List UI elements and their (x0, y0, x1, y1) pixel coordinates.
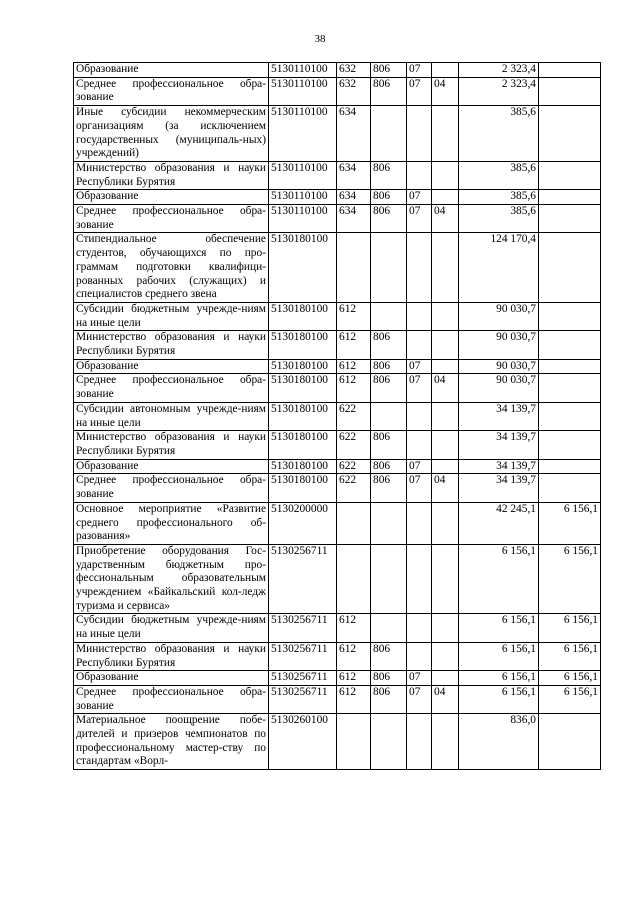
cell-amount-federal: 6 156,1 (539, 614, 601, 642)
table-row (74, 161, 601, 189)
cell-section (407, 544, 432, 614)
cell-amount-total: 6 156,1 (459, 685, 539, 713)
cell-section: 07 (407, 474, 432, 502)
cell-amount-total: 2 323,4 (459, 77, 539, 105)
cell-name: Образование (74, 190, 269, 205)
cell-name: Образование (74, 459, 269, 474)
cell-name: Материальное поощрение побе-дителей и призеров чемпионатов по профессиональному мастер-ству по стандартам «Ворл- (74, 714, 269, 770)
cell-amount-total: 34 139,7 (459, 474, 539, 502)
table-row (74, 614, 601, 642)
cell-name: Основное мероприятие «Развитие среднего профессионального об-разования» (74, 502, 269, 544)
cell-expense-type: 632 (337, 63, 371, 78)
cell-budget-manager: 806 (371, 161, 407, 189)
budget-table (73, 62, 601, 770)
cell-amount-federal (539, 374, 601, 402)
cell-subsection (432, 544, 459, 614)
cell-subsection (432, 714, 459, 770)
cell-budget-manager (371, 106, 407, 162)
cell-subsection (432, 642, 459, 670)
cell-amount-federal: 6 156,1 (539, 642, 601, 670)
cell-target-article: 5130180100 (269, 302, 337, 330)
table-row (74, 106, 601, 162)
cell-subsection: 04 (432, 77, 459, 105)
cell-budget-manager: 806 (371, 642, 407, 670)
cell-subsection (432, 331, 459, 359)
cell-section (407, 614, 432, 642)
cell-expense-type: 612 (337, 374, 371, 402)
cell-target-article: 5130180100 (269, 459, 337, 474)
cell-amount-total: 385,6 (459, 161, 539, 189)
cell-amount-total: 42 245,1 (459, 502, 539, 544)
cell-amount-total: 90 030,7 (459, 374, 539, 402)
cell-target-article: 5130110100 (269, 77, 337, 105)
cell-section (407, 233, 432, 303)
cell-target-article: 5130256711 (269, 544, 337, 614)
cell-section (407, 431, 432, 459)
cell-subsection (432, 459, 459, 474)
table-row (74, 359, 601, 374)
page-number: 38 (314, 33, 326, 45)
cell-name: Среднее профессиональное обра-зование (74, 374, 269, 402)
cell-target-article: 5130180100 (269, 233, 337, 303)
cell-target-article: 5130200000 (269, 502, 337, 544)
cell-budget-manager: 806 (371, 671, 407, 686)
cell-subsection (432, 233, 459, 303)
cell-name: Министерство образования и науки Республики Бурятия (74, 161, 269, 189)
cell-budget-manager: 806 (371, 459, 407, 474)
cell-amount-total: 2 323,4 (459, 63, 539, 78)
cell-budget-manager: 806 (371, 77, 407, 105)
cell-expense-type: 612 (337, 671, 371, 686)
cell-amount-federal (539, 714, 601, 770)
table-row (74, 714, 601, 770)
cell-name: Субсидии бюджетным учрежде-ниям на иные цели (74, 614, 269, 642)
cell-subsection (432, 302, 459, 330)
table-row (74, 63, 601, 78)
cell-expense-type: 632 (337, 77, 371, 105)
table-row (74, 671, 601, 686)
cell-expense-type: 622 (337, 431, 371, 459)
cell-amount-federal (539, 474, 601, 502)
cell-name: Среднее профессиональное обра-зование (74, 77, 269, 105)
cell-name: Образование (74, 671, 269, 686)
cell-amount-total: 6 156,1 (459, 642, 539, 670)
cell-name: Стипендиальное обеспечение студентов, обучающихся по про-граммам подготовки квалифици-рованных рабочих (служащих) и специалистов среднего звена (74, 233, 269, 303)
cell-amount-total: 385,6 (459, 205, 539, 233)
cell-section (407, 502, 432, 544)
cell-name: Образование (74, 63, 269, 78)
table-row (74, 642, 601, 670)
cell-budget-manager: 806 (371, 205, 407, 233)
cell-amount-federal: 6 156,1 (539, 671, 601, 686)
cell-target-article: 5130256711 (269, 642, 337, 670)
cell-name: Среднее профессиональное обра-зование (74, 205, 269, 233)
cell-amount-total: 90 030,7 (459, 331, 539, 359)
cell-budget-manager: 806 (371, 685, 407, 713)
cell-expense-type (337, 233, 371, 303)
cell-section: 07 (407, 459, 432, 474)
cell-amount-federal: 6 156,1 (539, 544, 601, 614)
cell-budget-manager (371, 502, 407, 544)
cell-name: Субсидии автономным учрежде-ниям на иные цели (74, 402, 269, 430)
cell-section (407, 642, 432, 670)
cell-subsection (432, 614, 459, 642)
cell-name: Министерство образования и науки Республики Бурятия (74, 331, 269, 359)
cell-target-article: 5130110100 (269, 190, 337, 205)
cell-expense-type: 634 (337, 205, 371, 233)
cell-name: Образование (74, 359, 269, 374)
cell-amount-federal (539, 63, 601, 78)
table-row (74, 205, 601, 233)
cell-expense-type: 622 (337, 402, 371, 430)
cell-subsection: 04 (432, 474, 459, 502)
cell-budget-manager: 806 (371, 190, 407, 205)
cell-amount-federal (539, 205, 601, 233)
cell-section: 07 (407, 63, 432, 78)
cell-section (407, 402, 432, 430)
cell-amount-federal: 6 156,1 (539, 685, 601, 713)
cell-name: Приобретение оборудования Гос-ударственным бюджетным про-фессиональным образовательным учреждением «Байкальский кол-ледж туризма и сервиса» (74, 544, 269, 614)
cell-target-article: 5130180100 (269, 359, 337, 374)
cell-budget-manager: 806 (371, 63, 407, 78)
cell-budget-manager (371, 614, 407, 642)
cell-section (407, 331, 432, 359)
cell-amount-total: 6 156,1 (459, 614, 539, 642)
cell-amount-total: 6 156,1 (459, 671, 539, 686)
table-row (74, 190, 601, 205)
cell-subsection (432, 502, 459, 544)
cell-expense-type: 612 (337, 302, 371, 330)
cell-name: Министерство образования и науки Республики Бурятия (74, 431, 269, 459)
cell-section: 07 (407, 77, 432, 105)
table-row (74, 233, 601, 303)
cell-subsection (432, 431, 459, 459)
cell-section: 07 (407, 359, 432, 374)
cell-amount-federal: 6 156,1 (539, 502, 601, 544)
cell-amount-federal (539, 161, 601, 189)
table-row (74, 459, 601, 474)
cell-section: 07 (407, 190, 432, 205)
cell-amount-total: 34 139,7 (459, 402, 539, 430)
table-row (74, 302, 601, 330)
cell-amount-total: 836,0 (459, 714, 539, 770)
cell-section: 07 (407, 671, 432, 686)
cell-section (407, 106, 432, 162)
cell-target-article: 5130180100 (269, 374, 337, 402)
cell-target-article: 5130110100 (269, 161, 337, 189)
budget-table-body (74, 63, 601, 770)
cell-expense-type: 634 (337, 190, 371, 205)
cell-amount-federal (539, 233, 601, 303)
cell-amount-total: 385,6 (459, 190, 539, 205)
cell-name: Среднее профессиональное обра-зование (74, 474, 269, 502)
cell-budget-manager (371, 544, 407, 614)
cell-budget-manager (371, 302, 407, 330)
table-row (74, 502, 601, 544)
cell-section (407, 302, 432, 330)
cell-budget-manager: 806 (371, 331, 407, 359)
cell-expense-type: 612 (337, 642, 371, 670)
cell-subsection: 04 (432, 685, 459, 713)
cell-amount-total: 385,6 (459, 106, 539, 162)
cell-subsection (432, 63, 459, 78)
cell-expense-type: 612 (337, 685, 371, 713)
cell-target-article: 5130180100 (269, 402, 337, 430)
cell-expense-type: 612 (337, 331, 371, 359)
cell-amount-total: 90 030,7 (459, 359, 539, 374)
cell-amount-total: 124 170,4 (459, 233, 539, 303)
cell-amount-total: 34 139,7 (459, 431, 539, 459)
cell-amount-federal (539, 302, 601, 330)
cell-amount-federal (539, 431, 601, 459)
cell-subsection: 04 (432, 374, 459, 402)
cell-amount-federal (539, 331, 601, 359)
cell-amount-federal (539, 77, 601, 105)
cell-target-article: 5130180100 (269, 331, 337, 359)
cell-subsection: 04 (432, 205, 459, 233)
cell-budget-manager (371, 233, 407, 303)
cell-budget-manager (371, 402, 407, 430)
cell-target-article: 5130260100 (269, 714, 337, 770)
cell-target-article: 5130110100 (269, 63, 337, 78)
cell-section: 07 (407, 205, 432, 233)
cell-amount-federal (539, 190, 601, 205)
cell-subsection (432, 161, 459, 189)
table-row (74, 685, 601, 713)
cell-amount-total: 90 030,7 (459, 302, 539, 330)
cell-budget-manager: 806 (371, 474, 407, 502)
cell-amount-federal (539, 359, 601, 374)
cell-section: 07 (407, 685, 432, 713)
cell-budget-manager: 806 (371, 374, 407, 402)
table-row (74, 77, 601, 105)
cell-target-article: 5130256711 (269, 671, 337, 686)
cell-section (407, 714, 432, 770)
cell-name: Субсидии бюджетным учрежде-ниям на иные цели (74, 302, 269, 330)
cell-name: Иные субсидии некоммерческим организациям (за исключением государственных (муниципаль-ных) учреждений) (74, 106, 269, 162)
cell-expense-type: 634 (337, 106, 371, 162)
cell-target-article: 5130180100 (269, 431, 337, 459)
cell-budget-manager: 806 (371, 431, 407, 459)
cell-expense-type: 622 (337, 474, 371, 502)
cell-amount-federal (539, 459, 601, 474)
cell-amount-federal (539, 106, 601, 162)
cell-amount-total: 6 156,1 (459, 544, 539, 614)
cell-budget-manager: 806 (371, 359, 407, 374)
cell-target-article: 5130256711 (269, 614, 337, 642)
table-row (74, 544, 601, 614)
cell-expense-type (337, 502, 371, 544)
cell-expense-type: 612 (337, 359, 371, 374)
cell-expense-type (337, 714, 371, 770)
cell-expense-type: 612 (337, 614, 371, 642)
cell-expense-type: 634 (337, 161, 371, 189)
cell-subsection (432, 359, 459, 374)
cell-subsection (432, 671, 459, 686)
cell-target-article: 5130180100 (269, 474, 337, 502)
cell-target-article: 5130110100 (269, 205, 337, 233)
cell-name: Министерство образования и науки Республики Бурятия (74, 642, 269, 670)
cell-target-article: 5130256711 (269, 685, 337, 713)
cell-subsection (432, 190, 459, 205)
cell-subsection (432, 106, 459, 162)
cell-expense-type: 622 (337, 459, 371, 474)
table-row (74, 431, 601, 459)
cell-subsection (432, 402, 459, 430)
cell-expense-type (337, 544, 371, 614)
cell-section (407, 161, 432, 189)
cell-target-article: 5130110100 (269, 106, 337, 162)
table-row (74, 374, 601, 402)
cell-amount-total: 34 139,7 (459, 459, 539, 474)
table-row (74, 402, 601, 430)
cell-amount-federal (539, 402, 601, 430)
cell-section: 07 (407, 374, 432, 402)
table-row (74, 331, 601, 359)
cell-budget-manager (371, 714, 407, 770)
table-row (74, 474, 601, 502)
cell-name: Среднее профессиональное обра-зование (74, 685, 269, 713)
